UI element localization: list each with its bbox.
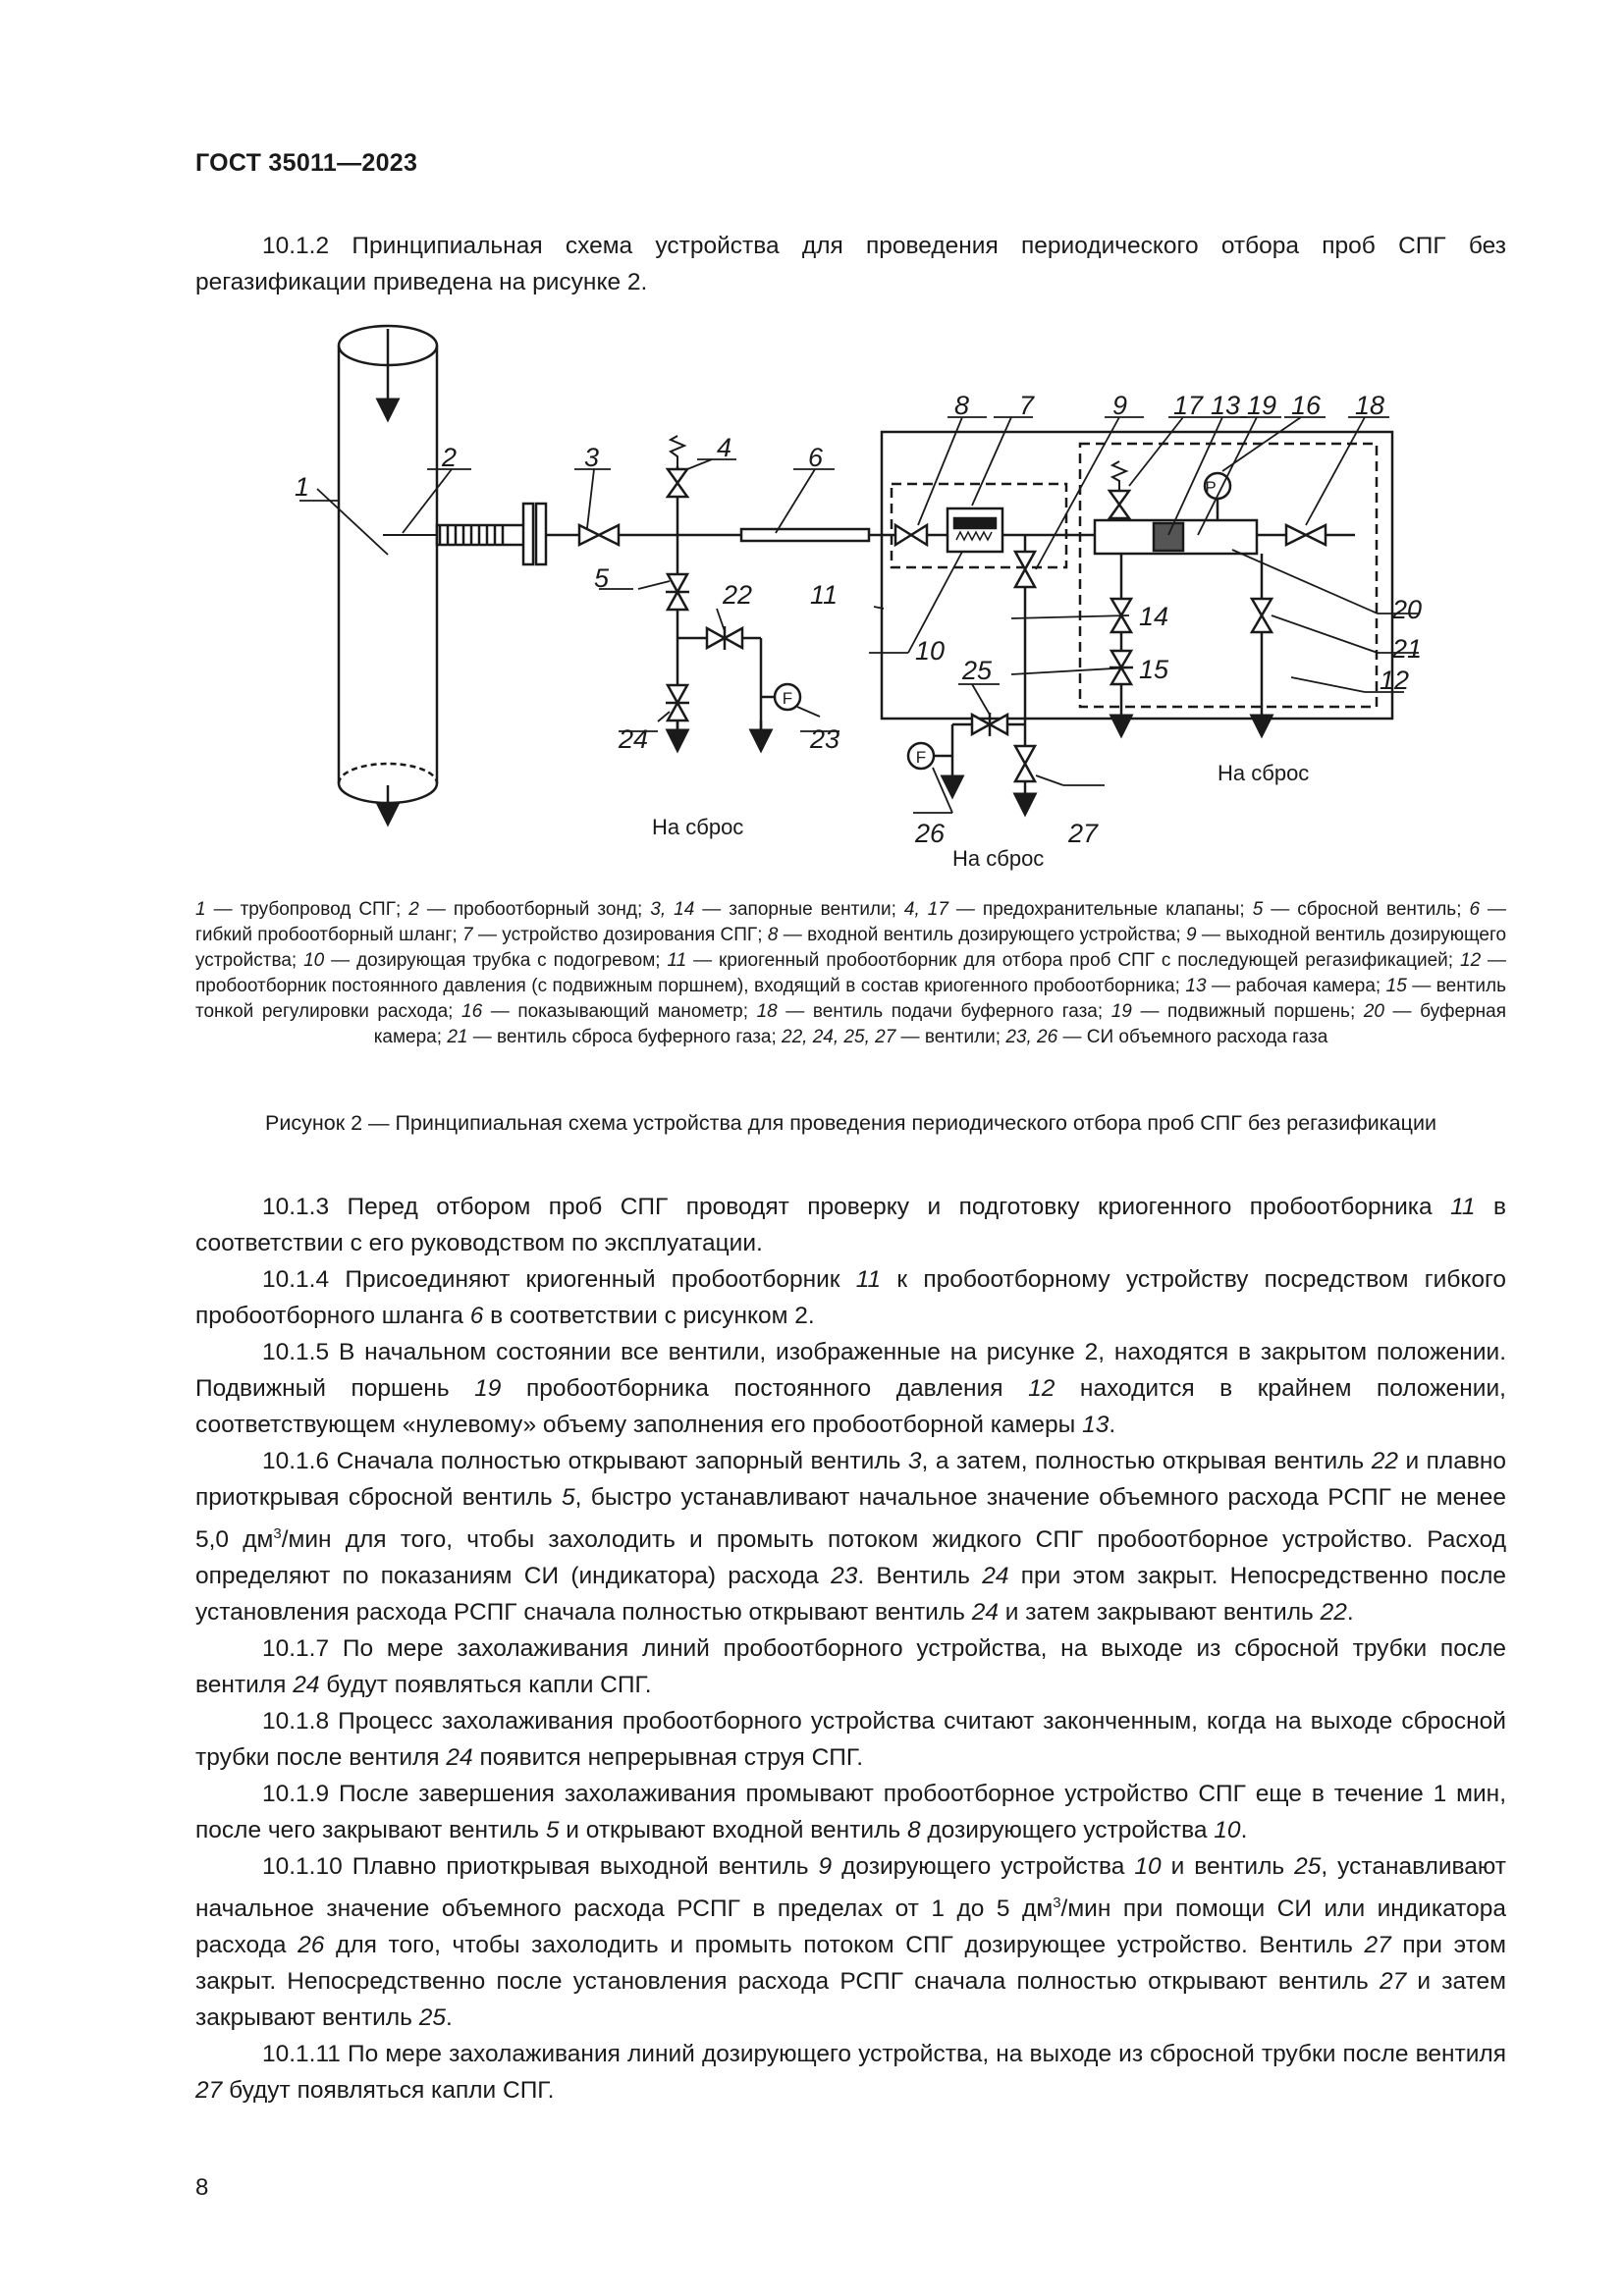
legend-item-number: 9 bbox=[1186, 925, 1197, 945]
legend-item-text: криогенный пробоотборник для отбора проб СПГ с последующей регазификацией bbox=[719, 950, 1448, 971]
text-run: 6 bbox=[469, 1303, 484, 1329]
label-4: 4 bbox=[717, 433, 732, 462]
label-25: 25 bbox=[962, 656, 993, 685]
text-run: и затем закрывают вентиль bbox=[999, 1599, 1321, 1627]
text-run: . bbox=[1109, 1412, 1116, 1438]
text-run: дозирующего устройства bbox=[920, 1817, 1215, 1844]
label-2: 2 bbox=[442, 443, 458, 472]
text-run: 10.1.6 Сначала полностью открывают запорный вентиль bbox=[262, 1448, 908, 1474]
text-run: 27 bbox=[1364, 1932, 1391, 1959]
body-paragraph bbox=[195, 1630, 1506, 1703]
legend-item-text: вентиль сброса буферного газа bbox=[497, 1027, 772, 1047]
text-run: для того, чтобы захолодить и промыть потоком СПГ дозирующее устройство. Вентиль bbox=[324, 1932, 1365, 1959]
text-run: 24 bbox=[982, 1563, 1009, 1590]
label-8: 8 bbox=[954, 391, 970, 420]
text-run: 10.1.8 Процесс захолаживания пробоотборного устройства считают законченным, когда на выходе сбросной трубки после вентиля bbox=[195, 1708, 1506, 1772]
text-run: 9 bbox=[818, 1853, 833, 1881]
body-paragraph bbox=[195, 1334, 1506, 1443]
text-run: 19 bbox=[474, 1375, 502, 1402]
text-run: 27 bbox=[195, 2077, 223, 2105]
text-run: , а затем, полностью открывая вентиль bbox=[921, 1448, 1372, 1474]
legend-item-number: 10 bbox=[303, 950, 325, 971]
label-16: 16 bbox=[1291, 391, 1322, 420]
label-19: 19 bbox=[1247, 391, 1277, 420]
text-run: /мин при помощи СИ или индикатора расхода bbox=[195, 1896, 1506, 1959]
text-run: пробоотборника постоянного давления bbox=[501, 1375, 1029, 1402]
figure-caption: Рисунок 2 — Принципиальная схема устройства для проведения периодического отбора проб СПГ без регазификации bbox=[265, 1111, 1436, 1135]
text-run: 10.1.11 По мере захолаживания линий дозирующего устройства, на выходе из сбросной трубки после вентиля bbox=[262, 2041, 1506, 2068]
text-run: 25 bbox=[418, 2004, 446, 2032]
text-run: к пробоотборному устройству посредством гибкого пробоотборного шланга bbox=[195, 1266, 1506, 1329]
text-run: 10.1.10 Плавно приоткрывая выходной вентиль bbox=[262, 1853, 819, 1881]
legend-item-number: 2 bbox=[408, 899, 419, 920]
text-run: 27 bbox=[1379, 1968, 1407, 1996]
legend-item-number: 5 bbox=[1252, 899, 1264, 920]
legend-item-text: выходной вентиль дозирующего устройства bbox=[195, 925, 1507, 971]
label-27: 27 bbox=[1068, 819, 1099, 848]
legend-item-number: 1 bbox=[195, 899, 206, 920]
body-paragraph bbox=[195, 1776, 1506, 1848]
label-3: 3 bbox=[584, 443, 600, 472]
text-run: 10.1.3 Перед отбором проб СПГ проводят проверку и подготовку криогенного пробоотборника bbox=[262, 1194, 1451, 1220]
text-run: и затем закрывают вентиль bbox=[195, 1968, 1506, 2032]
legend-item-number: 8 bbox=[767, 925, 779, 945]
label-10: 10 bbox=[915, 636, 946, 666]
flow-meter-26-symbol: F bbox=[915, 748, 927, 767]
legend-item-number: 16 bbox=[461, 1001, 483, 1022]
label-18: 18 bbox=[1355, 391, 1385, 420]
text-run: 3 bbox=[273, 1525, 282, 1542]
text-run: 10.1.7 По мере захолаживания линий пробоотборного устройства, на выходе из сбросной трубки после вентиля bbox=[195, 1635, 1506, 1699]
legend-item-text: пробоотборный зонд bbox=[453, 899, 637, 920]
intro-paragraph: 10.1.2 Принципиальная схема устройства для проведения периодического отбора проб СПГ без регазификации приведена на рисунке 2. bbox=[195, 233, 1506, 295]
vent-label-left: На сброс bbox=[652, 815, 744, 839]
vent-label-bottom: На сброс bbox=[952, 846, 1045, 871]
legend-item-number: 12 bbox=[1460, 950, 1482, 971]
text-run: 10 bbox=[1134, 1853, 1162, 1881]
legend-item-text: показывающий манометр bbox=[517, 1001, 743, 1022]
legend-item-number: 11 bbox=[667, 950, 687, 971]
text-run: . bbox=[445, 2004, 453, 2032]
legend-item-number: 20 bbox=[1363, 1001, 1384, 1022]
flow-meter-23-symbol: F bbox=[782, 689, 793, 708]
text-run: 26 bbox=[298, 1932, 325, 1959]
label-5: 5 bbox=[594, 563, 610, 593]
legend-item-text: запорные вентили bbox=[729, 899, 892, 920]
label-23: 23 bbox=[810, 724, 840, 754]
legend-item-number: 21 bbox=[447, 1027, 468, 1047]
text-run: 24 bbox=[971, 1599, 999, 1627]
text-run: 11 bbox=[855, 1266, 882, 1293]
label-15: 15 bbox=[1139, 655, 1169, 684]
label-1: 1 bbox=[295, 472, 310, 502]
legend-item-text: вентиль подачи буферного газа bbox=[812, 1001, 1098, 1022]
legend-item-text: пробоотборник постоянного давления (с подвижным поршнем), входящий в состав криогенного пробоотборника bbox=[195, 976, 1175, 996]
label-9: 9 bbox=[1112, 391, 1128, 420]
label-6: 6 bbox=[808, 443, 824, 472]
body-paragraph bbox=[195, 1848, 1506, 2036]
body-paragraph bbox=[195, 2036, 1506, 2109]
legend-item-text: подвижный поршень bbox=[1167, 1001, 1350, 1022]
text-run: 8 bbox=[906, 1817, 921, 1844]
body-text bbox=[195, 1189, 1506, 2109]
text-run: дозирующего устройства bbox=[832, 1853, 1135, 1881]
legend-item-text: дозирующая трубка с подогревом bbox=[356, 950, 656, 971]
label-11: 11 bbox=[810, 580, 839, 610]
text-run: при этом закрыт. Непосредственно после установления расхода РСПГ сначала полностью открывают вентиль bbox=[195, 1563, 1506, 1627]
text-run: 23 bbox=[831, 1563, 858, 1590]
body-paragraph bbox=[195, 1189, 1506, 1261]
vent-label-right: На сброс bbox=[1218, 761, 1310, 785]
text-run: 22 bbox=[1371, 1448, 1398, 1474]
text-run: 22 bbox=[1320, 1599, 1347, 1627]
text-run: . Вентиль bbox=[857, 1563, 983, 1590]
label-14: 14 bbox=[1139, 602, 1169, 631]
text-run: 25 bbox=[1294, 1853, 1322, 1881]
text-run: 10.1.9 После завершения захолаживания промывают пробоотборное устройство СПГ еще в течение 1 мин, после чего закрывают вентиль bbox=[195, 1781, 1506, 1844]
text-run: 5 bbox=[545, 1817, 560, 1844]
page-number: 8 bbox=[195, 2174, 209, 2201]
label-13: 13 bbox=[1211, 391, 1241, 420]
text-run: 10 bbox=[1214, 1817, 1241, 1844]
text-run: 5 bbox=[562, 1484, 575, 1511]
text-run: 3 bbox=[907, 1448, 922, 1474]
document-header: ГОСТ 35011—2023 bbox=[195, 149, 418, 177]
label-24: 24 bbox=[619, 724, 649, 754]
text-run: 24 bbox=[293, 1672, 320, 1699]
legend-item-text: входной вентиль дозирующего устройства bbox=[807, 925, 1176, 945]
legend-item-text: трубопровод СПГ bbox=[240, 899, 396, 920]
text-run: и открывают входной вентиль bbox=[559, 1817, 907, 1844]
legend-item-text: вентиль тонкой регулировки расхода bbox=[195, 976, 1507, 1022]
legend-item-text: сбросной вентиль bbox=[1297, 899, 1457, 920]
text-run: /мин для того, чтобы захолодить и промыть потоком жидкого СПГ пробоотборное устройство. Расход определяют по показаниям СИ (индикатора) расхода bbox=[195, 1526, 1506, 1590]
text-run: . bbox=[1240, 1817, 1248, 1844]
schematic-diagram bbox=[187, 324, 1434, 893]
text-run: 10.1.5 В начальном состоянии все вентили, изображенные на рисунке 2, находятся в закрытом положении. Подвижный поршень bbox=[195, 1339, 1506, 1402]
text-run: 11 bbox=[1450, 1194, 1476, 1220]
text-run: будут появляться капли СПГ. bbox=[319, 1672, 652, 1699]
legend-item-number: 23, 26 bbox=[1005, 1027, 1058, 1047]
text-run: будут появляться капли СПГ. bbox=[222, 2077, 555, 2105]
text-run: в соответствии с его руководством по эксплуатации. bbox=[195, 1194, 1506, 1256]
label-20: 20 bbox=[1392, 595, 1423, 624]
body-paragraph bbox=[195, 1443, 1506, 1630]
legend-item-number: 7 bbox=[462, 925, 473, 945]
legend-item-text: гибкий пробоотборный шланг bbox=[195, 925, 453, 945]
label-21: 21 bbox=[1392, 634, 1423, 664]
legend-item-text: устройство дозирования СПГ bbox=[502, 925, 758, 945]
legend-item-number: 15 bbox=[1385, 976, 1407, 996]
label-22: 22 bbox=[723, 580, 753, 610]
text-run: 24 bbox=[446, 1744, 473, 1772]
figure-legend: 1 — трубопровод СПГ; 2 — пробоотборный зонд; 3, 14 — запорные вентили; 4, 17 — предохранительные клапаны; 5 — сбросной вентиль; 6 — гибкий пробоотборный шланг; 7 — устройство дозирования СПГ; 8 — входной вентиль дозирующего устройства; 9 — выходной вентиль дозирующего устройства; 10 — дозирующая трубка с подогревом; 11 — криогенный пробоотборник для отбора проб СПГ с последующей регазификацией; 12 — пробоотборник постоянного давления (с подвижным поршнем), входящий в состав криогенного пробоотборника; 13 — рабочая камера; 15 — вентиль тонкой регулировки расхода; 16 — показывающий манометр; 18 — вентиль подачи буферного газа; 19 — подвижный поршень; 20 — буферная камера; 21 — вентиль сброса буферного газа; 22, 24, 25, 27 — вентили; 23, 26 — СИ объемного расхода газа bbox=[195, 899, 1507, 1047]
text-run: находится в крайнем положении, соответствующем «нулевому» объему заполнения его пробоотборной камеры bbox=[195, 1375, 1506, 1438]
legend-item-number: 19 bbox=[1110, 1001, 1132, 1022]
text-run: , быстро устанавливают начальное значение объемного расхода РСПГ не менее 5,0 дм bbox=[195, 1484, 1506, 1554]
text-run: 3 bbox=[1053, 1895, 1061, 1912]
legend-item-text: буферная камера bbox=[373, 1001, 1506, 1047]
body-paragraph bbox=[195, 1703, 1506, 1776]
text-run: 12 bbox=[1028, 1375, 1056, 1402]
text-run: при этом закрыт. Непосредственно после установления расхода РСПГ сначала полностью открывают вентиль bbox=[195, 1932, 1506, 1996]
legend-item-text: предохранительные клапаны bbox=[982, 899, 1240, 920]
text-run: 13 bbox=[1082, 1412, 1110, 1438]
text-run: в соответствии с рисунком 2. bbox=[483, 1303, 815, 1329]
legend-item-number: 18 bbox=[756, 1001, 778, 1022]
text-run: 10.1.4 Присоединяют криогенный пробоотборник bbox=[262, 1266, 856, 1293]
text-run: и вентиль bbox=[1161, 1853, 1295, 1881]
body-paragraph bbox=[195, 1261, 1506, 1334]
text-run: появится непрерывная струя СПГ. bbox=[472, 1744, 864, 1772]
legend-item-text: рабочая камера bbox=[1235, 976, 1376, 996]
text-run: . bbox=[1346, 1599, 1354, 1627]
text-run: , устанавливают начальное значение объемного расхода РСПГ в пределах от 1 до 5 дм bbox=[195, 1853, 1506, 1923]
legend-item-number: 13 bbox=[1185, 976, 1207, 996]
text-run: и плавно приоткрывая сбросной вентиль bbox=[195, 1448, 1506, 1511]
gauge-symbol: P bbox=[1205, 478, 1217, 497]
label-12: 12 bbox=[1380, 666, 1410, 695]
label-26: 26 bbox=[915, 819, 946, 848]
label-7: 7 bbox=[1019, 391, 1035, 420]
legend-item-text: вентили bbox=[924, 1027, 996, 1047]
legend-item-number: 22, 24, 25, 27 bbox=[782, 1027, 896, 1047]
legend-item-number: 4, 17 bbox=[903, 899, 948, 920]
label-17: 17 bbox=[1173, 391, 1204, 420]
legend-item-number: 6 bbox=[1469, 899, 1481, 920]
legend-item-number: 3, 14 bbox=[650, 899, 695, 920]
schematic-figure bbox=[187, 324, 1434, 893]
legend-item-text: СИ объемного расхода газа bbox=[1086, 1027, 1328, 1047]
